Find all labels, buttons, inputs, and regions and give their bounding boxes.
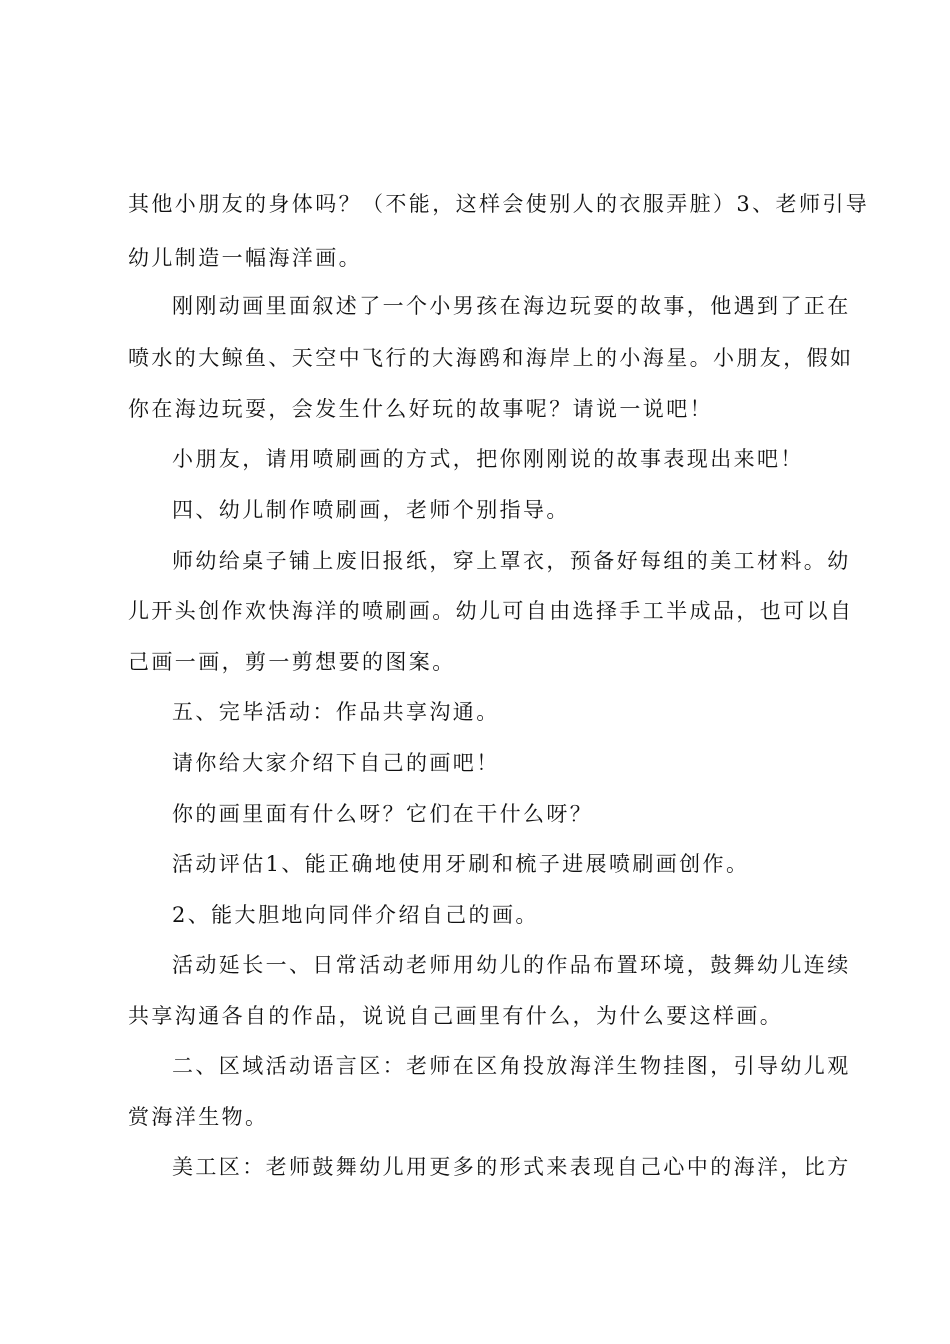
text-line: 刚刚动画里面叙述了一个小男孩在海边玩耍的故事，他遇到了正在	[172, 294, 851, 318]
text-line: 活动评估1、能正确地使用牙刷和梳子进展喷刷画创作。	[172, 852, 750, 876]
text-line: 师幼给桌子铺上废旧报纸，穿上罩衣，预备好每组的美工材料。幼	[172, 549, 851, 573]
text-line: 儿开头创作欢快海洋的喷刷画。幼儿可自由选择手工半成品，也可以自	[128, 599, 854, 623]
text-line: 2、能大胆地向同伴介绍自己的画。	[172, 903, 539, 927]
text-line: 美工区：老师鼓舞幼儿用更多的形式来表现自己心中的海洋，比方	[172, 1155, 851, 1179]
text-line: 二、区域活动语言区：老师在区角投放海洋生物挂图，引导幼儿观	[172, 1054, 851, 1078]
text-line: 己画一画，剪一剪想要的图案。	[128, 650, 456, 674]
text-line: 四、幼儿制作喷刷画，老师个别指导。	[172, 498, 570, 522]
text-line: 五、完毕活动：作品共享沟通。	[172, 700, 500, 724]
text-line: 你在海边玩耍，会发生什么好玩的故事呢？请说一说吧！	[128, 397, 713, 421]
text-line: 你的画里面有什么呀？它们在干什么呀？	[172, 802, 594, 826]
text-line: 小朋友，请用喷刷画的方式，把你刚刚说的故事表现出来吧！	[172, 447, 804, 471]
text-line: 共享沟通各自的作品，说说自己画里有什么，为什么要这样画。	[128, 1004, 784, 1028]
text-line: 请你给大家介绍下自己的画吧！	[172, 751, 500, 775]
text-line: 活动延长一、日常活动老师用幼儿的作品布置环境，鼓舞幼儿连续	[172, 953, 851, 977]
text-line: 幼儿制造一幅海洋画。	[128, 246, 362, 270]
text-line: 其他小朋友的身体吗？（不能，这样会使别人的衣服弄脏）3、老师引导	[128, 192, 870, 216]
text-line: 喷水的大鲸鱼、天空中飞行的大海鸥和海岸上的小海星。小朋友，假如	[128, 346, 854, 370]
text-line: 赏海洋生物。	[128, 1105, 269, 1129]
